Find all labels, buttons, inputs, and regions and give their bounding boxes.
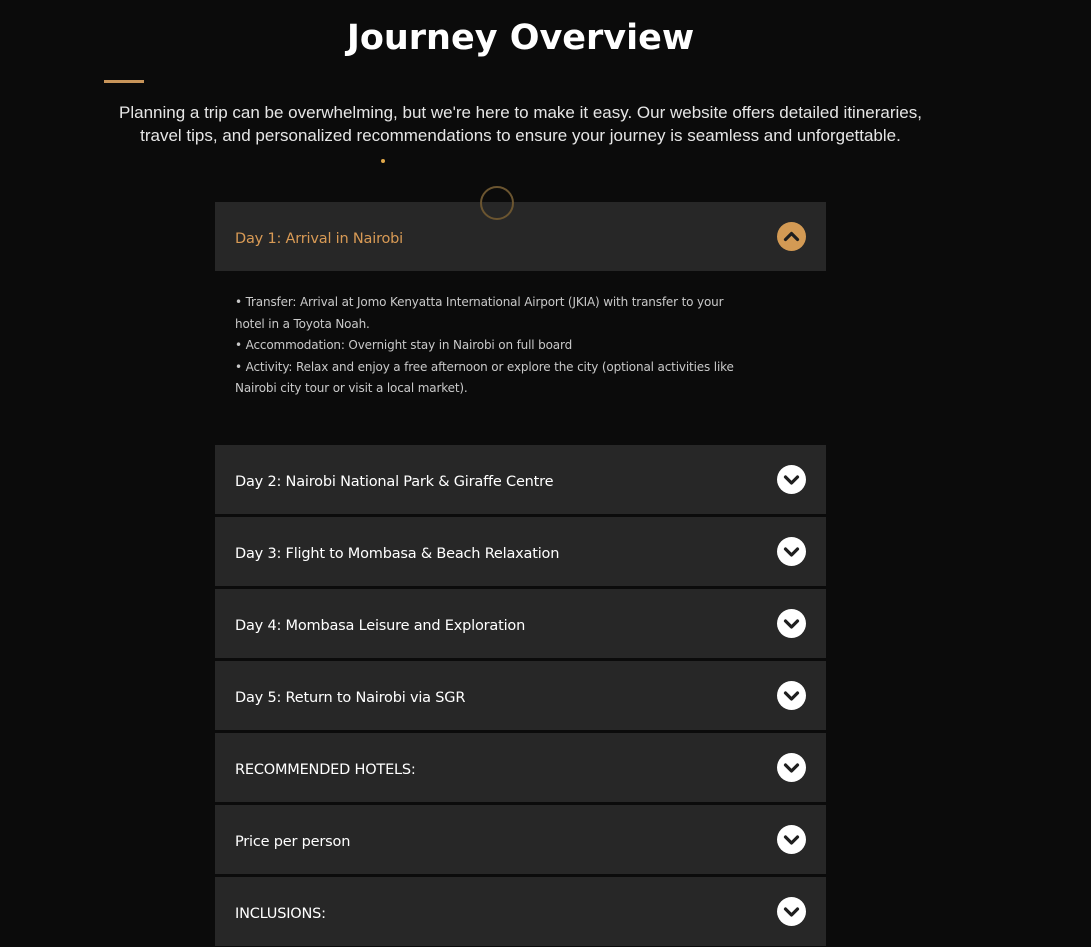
detail-activity: • Activity: Relax and enjoy a free afternoon or explore the city (optional activities like Nairobi city tour or visit a local market). (235, 359, 734, 395)
loading-ring-icon (480, 186, 514, 220)
chevron-down-icon[interactable] (777, 465, 806, 494)
detail-transfer: • Transfer: Arrival at Jomo Kenyatta International Airport (JKIA) with transfer to your hotel in a Toyota Noah. (235, 295, 724, 331)
accordion-header-day-4[interactable] (215, 589, 826, 658)
accordion-header-price-per-person[interactable] (215, 805, 826, 874)
accordion-header-inclusions[interactable] (215, 877, 826, 946)
chevron-down-icon[interactable] (777, 897, 806, 926)
accordion-header-day-3[interactable] (215, 517, 826, 586)
chevron-down-icon[interactable] (777, 537, 806, 566)
accordion-label: Price per person (235, 833, 351, 850)
chevron-down-icon[interactable] (777, 753, 806, 782)
itinerary-accordion (215, 202, 826, 947)
chevron-down-icon[interactable] (777, 825, 806, 854)
accordion-label: Day 1: Arrival in Nairobi (235, 230, 404, 247)
accordion-panel-day-1 (215, 271, 826, 445)
accordion-label: Day 4: Mombasa Leisure and Exploration (235, 617, 526, 634)
accordion-label: INCLUSIONS: (235, 905, 326, 922)
chevron-down-icon[interactable] (777, 681, 806, 710)
intro-paragraph: Planning a trip can be overwhelming, but we're here to make it easy. Our website offers detailed itineraries, travel tips, and personalized recommendations to ensure your journey is seamless and unforgettable. (119, 103, 922, 145)
page-title: Journey Overview (346, 18, 695, 58)
chevron-up-icon[interactable] (777, 222, 806, 251)
accordion-label: RECOMMENDED HOTELS: (235, 761, 416, 778)
accordion-label: Day 3: Flight to Mombasa & Beach Relaxation (235, 545, 560, 562)
accordion-header-day-5[interactable] (215, 661, 826, 730)
accordion-label: Day 5: Return to Nairobi via SGR (235, 689, 466, 706)
accordion-label: Day 2: Nairobi National Park & Giraffe Centre (235, 473, 554, 490)
decorative-dot (381, 159, 385, 163)
title-underline (104, 80, 144, 83)
accordion-header-recommended-hotels[interactable] (215, 733, 826, 802)
accordion-header-day-2[interactable] (215, 445, 826, 514)
accordion-header-day-1[interactable] (215, 202, 826, 271)
detail-accommodation: • Accommodation: Overnight stay in Nairobi on full board (235, 338, 573, 352)
chevron-down-icon[interactable] (777, 609, 806, 638)
